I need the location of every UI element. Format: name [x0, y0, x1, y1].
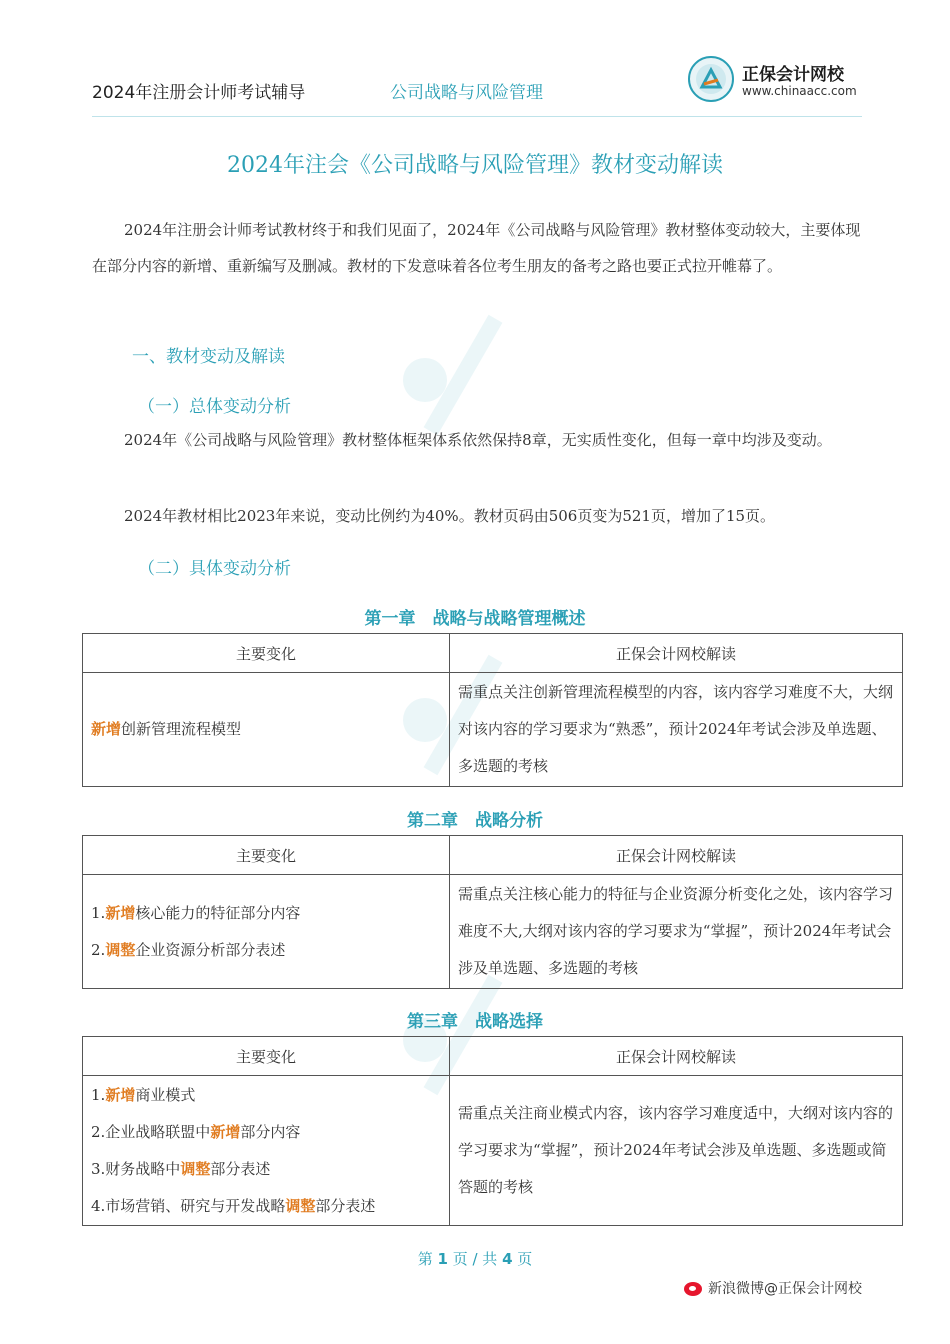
change-item: 1.新增核心能力的特征部分内容 [91, 903, 301, 922]
change-item: 2.调整企业资源分析部分表述 [91, 940, 286, 959]
chapter-2-note: 需重点关注核心能力的特征与企业资源分析变化之处，该内容学习难度不大,大纲对该内容的学习要求为“掌握”，预计2024年考试会涉及单选题、多选题的考核 [450, 875, 903, 989]
logo-url: www.chinaacc.com [742, 84, 857, 98]
table-header-changes: 主要变化 [83, 836, 450, 875]
overall-paragraph-2: 2024年教材相比2023年来说，变动比例约为40%。教材页码由506页变为521页，增加了15页。 [124, 507, 776, 525]
chapter-3-title: 第三章 战略选择 [407, 1012, 543, 1032]
header-subject: 公司战略与风险管理 [390, 83, 543, 103]
change-item: 4.市场营销、研究与开发战略调整部分表述 [91, 1196, 376, 1215]
change-highlight: 新增 [91, 720, 122, 738]
current-page: 1 [437, 1250, 448, 1268]
change-highlight: 调整 [285, 1196, 316, 1215]
chapter-1-changes [83, 673, 450, 787]
change-item: 1.新增商业模式 [91, 1085, 196, 1104]
subsection-heading-specific: （二）具体变动分析 [138, 559, 291, 579]
change-item: 2.企业战略联盟中新增部分内容 [91, 1122, 301, 1141]
change-item: 新增创新管理流程模型 [91, 720, 242, 738]
total-pages: 4 [502, 1250, 513, 1268]
overall-paragraph-1: 2024年《公司战略与风险管理》教材整体框架体系依然保持8章，无实质性变化，但每一章中均涉及变动。 [124, 431, 832, 449]
table-header-changes: 主要变化 [83, 634, 450, 673]
chapter-2-table [82, 835, 903, 989]
chapter-3-note: 需重点关注商业模式内容，该内容学习难度适中，大纲对该内容的学习要求为“掌握”，预计2024年考试会涉及单选题、多选题或简答题的考核 [450, 1076, 903, 1226]
chapter-1-note: 需重点关注创新管理流程模型的内容，该内容学习难度不大，大纲对该内容的学习要求为“熟悉”，预计2024年考试会涉及单选题、多选题的考核 [450, 673, 903, 787]
page-header [0, 0, 950, 120]
weibo-handle: 新浪微博@正保会计网校 [708, 1281, 862, 1297]
change-item: 3.财务战略中调整部分表述 [91, 1159, 271, 1178]
header-divider [92, 116, 862, 117]
weibo-icon [684, 1282, 702, 1296]
change-highlight: 调整 [180, 1159, 211, 1178]
chapter-3-changes [83, 1076, 450, 1226]
subsection-heading-overall: （一）总体变动分析 [138, 397, 291, 417]
chapter-1-title: 第一章 战略与战略管理概述 [364, 609, 586, 629]
change-highlight: 新增 [105, 1085, 136, 1104]
document-title: 2024年注会《公司战略与风险管理》教材变动解读 [227, 153, 723, 178]
chapter-2-title: 第二章 战略分析 [407, 811, 543, 831]
change-highlight: 调整 [105, 940, 136, 959]
chapter-2-changes [83, 875, 450, 989]
logo-emblem-icon [688, 56, 734, 102]
table-header-changes: 主要变化 [83, 1037, 450, 1076]
chapter-3-table [82, 1036, 903, 1226]
change-highlight: 新增 [105, 903, 136, 922]
change-highlight: 新增 [210, 1122, 241, 1141]
brand-logo[interactable] [688, 56, 868, 106]
chapter-1-table [82, 633, 903, 787]
weibo-link[interactable] [684, 1278, 862, 1298]
table-header-notes: 正保会计网校解读 [450, 1037, 903, 1076]
section-heading-1: 一、教材变动及解读 [132, 347, 285, 367]
header-exam-title: 2024年注册会计师考试辅导 [92, 83, 306, 103]
table-header-notes: 正保会计网校解读 [450, 634, 903, 673]
intro-paragraph: 2024年注册会计师考试教材终于和我们见面了，2024年《公司战略与风险管理》教材整体变动较大，主要体现在部分内容的新增、重新编写及删减。教材的下发意味着各位考生朋友的备考之路也要正式拉开帷幕了。 [92, 221, 861, 275]
logo-name: 正保会计网校 [742, 65, 844, 85]
page-indicator: 第 1 页 / 共 4 页 [417, 1250, 533, 1268]
table-header-notes: 正保会计网校解读 [450, 836, 903, 875]
